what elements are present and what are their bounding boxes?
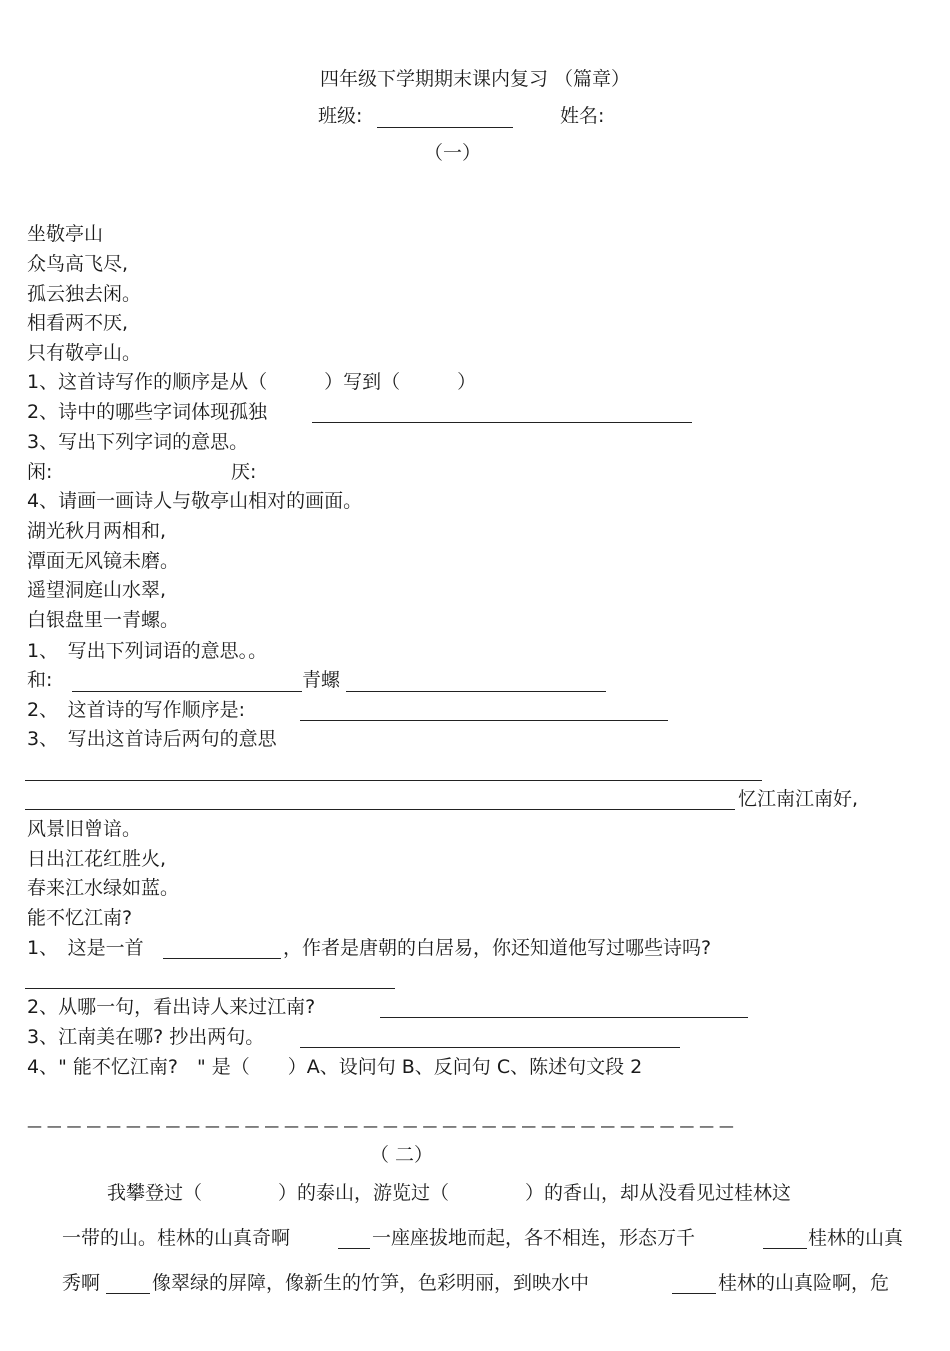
section2-blank[interactable] bbox=[763, 1248, 807, 1249]
poem2-q1-he: 和: bbox=[27, 669, 53, 691]
poem1-q3-xian: 闲: bbox=[27, 461, 53, 483]
section2-paragraph-line: 秀啊 bbox=[62, 1272, 101, 1294]
poem2-line: 潭面无风镜未磨。 bbox=[27, 550, 180, 572]
poem2-q3-blank-1[interactable] bbox=[25, 780, 762, 781]
poem2-q1-qingluo: 青螺 bbox=[302, 669, 341, 691]
poem1-line: 只有敬亭山。 bbox=[27, 342, 142, 364]
poem1-question-1: 1、这首诗写作的顺序是从（ ）写到（ ） bbox=[27, 371, 477, 393]
poem1-q3-yan: 厌: bbox=[231, 461, 257, 483]
name-label: 姓名: bbox=[560, 105, 605, 127]
poem3-q2-blank[interactable] bbox=[380, 1017, 748, 1018]
poem2-q3-blank-2[interactable] bbox=[25, 809, 735, 810]
poem1-line: 相看两不厌, bbox=[27, 312, 129, 334]
poem3-q1-blank[interactable] bbox=[163, 958, 281, 959]
page-title bbox=[0, 67, 950, 91]
section2-paragraph-line: 像翠绿的屏障，像新生的竹笋，色彩明丽，到映水中 bbox=[152, 1272, 590, 1294]
poem3-line: 春来江水绿如蓝。 bbox=[27, 877, 180, 899]
poem3-question-4: 4、" 能不忆江南? " 是（ ）A、设问句 B、反问句 C、陈述句文段 2 bbox=[27, 1056, 643, 1078]
poem2-line: 遥望洞庭山水翠, bbox=[27, 579, 167, 601]
poem1-title: 坐敬亭山 bbox=[27, 223, 104, 245]
section2-paragraph-line: 一带的山。桂林的山真奇啊 bbox=[62, 1227, 291, 1249]
poem2-qingluo-blank[interactable] bbox=[346, 691, 606, 692]
section-one-heading: （一） bbox=[424, 142, 482, 164]
poem2-line: 白银盘里一青螺。 bbox=[27, 609, 180, 631]
poem2-line: 湖光秋月两相和, bbox=[27, 520, 167, 542]
section2-paragraph-line: 桂林的山真 bbox=[808, 1227, 904, 1249]
poem2-question-1: 1、 写出下列词语的意思。。 bbox=[27, 640, 268, 662]
class-label: 班级: bbox=[318, 105, 363, 127]
poem2-question-2: 2、 这首诗的写作顺序是: bbox=[27, 699, 245, 721]
section2-blank[interactable] bbox=[106, 1293, 150, 1294]
poem2-question-3: 3、 写出这首诗后两句的意思 bbox=[27, 728, 277, 750]
poem2-he-blank[interactable] bbox=[72, 691, 302, 692]
section2-paragraph-line: 我攀登过（ ）的泰山，游览过（ ）的香山，却从没看见过桂林这 bbox=[107, 1182, 792, 1204]
poem3-question-3: 3、江南美在哪? 抄出两句。 bbox=[27, 1026, 265, 1048]
poem3-line: 日出江花红胜火, bbox=[27, 848, 167, 870]
poem3-question-1: 1、 这是一首 bbox=[27, 937, 144, 959]
section-two-heading: （ 二） bbox=[370, 1144, 434, 1166]
poem1-question-2: 2、诗中的哪些字词体现孤独 bbox=[27, 401, 268, 423]
section-divider: — — — — — — — — — — — — — — — — — — — — — — — — — — — — — — — — — — — — bbox=[27, 1117, 734, 1135]
section2-paragraph-line: 桂林的山真险啊，危 bbox=[718, 1272, 890, 1294]
poem1-line: 孤云独去闲。 bbox=[27, 283, 142, 305]
poem2-q2-blank[interactable] bbox=[300, 720, 668, 721]
poem3-line: 风景旧曾谙。 bbox=[27, 818, 142, 840]
section2-paragraph-line: 一座座拔地而起，各不相连，形态万千 bbox=[372, 1227, 696, 1249]
poem1-q2-blank[interactable] bbox=[312, 422, 692, 423]
poem3-first-line: 忆江南江南好, bbox=[738, 788, 859, 810]
poem1-question-3: 3、写出下列字词的意思。 bbox=[27, 431, 249, 453]
poem3-question-1-rest: ，作者是唐朝的白居易，你还知道他写过哪些诗吗? bbox=[283, 937, 712, 959]
section2-blank[interactable] bbox=[672, 1293, 716, 1294]
page-title-text: 四年级下学期期末课内复习 （篇章） bbox=[319, 68, 631, 90]
section2-blank[interactable] bbox=[338, 1248, 370, 1249]
poem3-q3-blank[interactable] bbox=[300, 1047, 680, 1048]
poem3-q1-answer-blank[interactable] bbox=[25, 988, 395, 989]
poem3-question-2: 2、从哪一句，看出诗人来过江南? bbox=[27, 996, 316, 1018]
class-blank[interactable] bbox=[377, 127, 513, 128]
poem1-line: 众鸟高飞尽, bbox=[27, 253, 129, 275]
poem1-question-4: 4、请画一画诗人与敬亭山相对的画面。 bbox=[27, 490, 363, 512]
poem3-line: 能不忆江南? bbox=[27, 907, 133, 929]
